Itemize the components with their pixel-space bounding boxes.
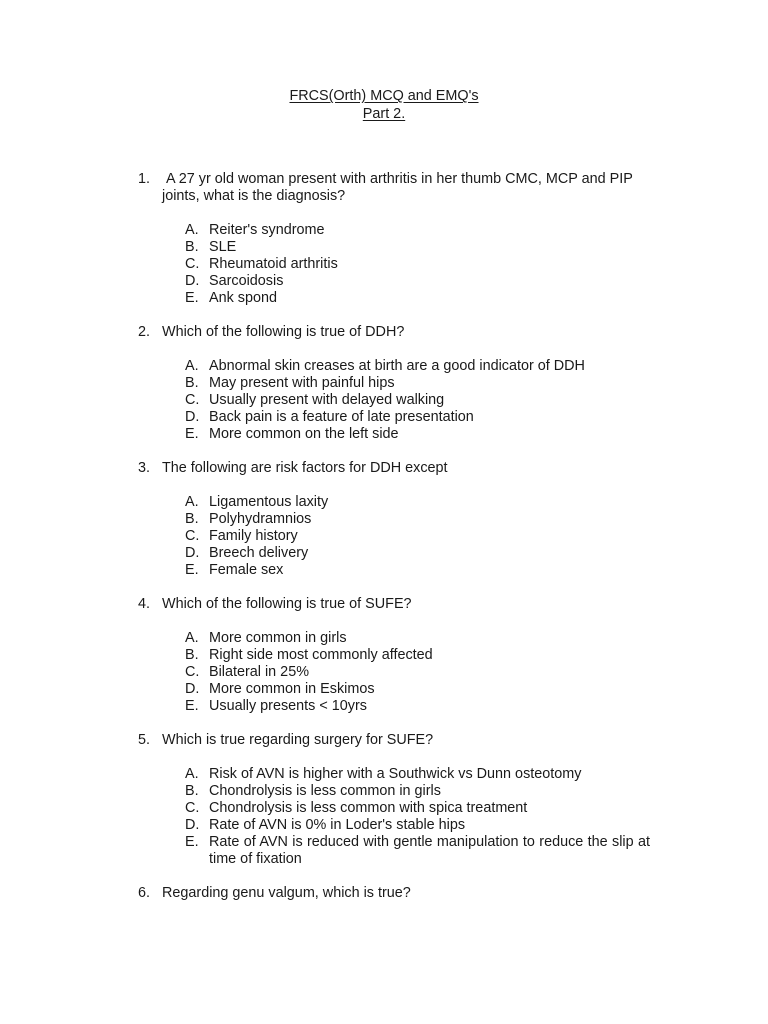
answer-option xyxy=(185,239,650,256)
option-text: SLE xyxy=(209,239,237,255)
option-letter: D. xyxy=(185,409,200,425)
option-letter: E. xyxy=(185,834,199,850)
question-3 xyxy=(138,460,650,579)
option-letter: B. xyxy=(185,783,199,799)
option-text: More common on the left side xyxy=(209,426,399,442)
option-letter: D. xyxy=(185,817,200,833)
option-letter: E. xyxy=(185,290,199,306)
question-number: 2. xyxy=(138,324,151,340)
option-text: Rate of AVN is 0% in Loder's stable hips xyxy=(209,817,466,833)
question-2 xyxy=(138,324,650,443)
option-letter: E. xyxy=(185,426,199,442)
question-4 xyxy=(138,596,650,715)
option-text: Bilateral in 25% xyxy=(209,664,309,680)
question-1 xyxy=(138,171,650,307)
question-number: 3. xyxy=(138,460,151,476)
page-subtitle: Part 2. xyxy=(362,106,406,122)
option-letter: A. xyxy=(185,222,199,238)
option-list xyxy=(185,358,650,443)
answer-option xyxy=(185,375,650,392)
option-text: Reiter's syndrome xyxy=(209,222,325,238)
answer-option xyxy=(185,698,650,715)
answer-option xyxy=(185,647,650,664)
answer-option xyxy=(185,817,650,834)
question-list xyxy=(138,171,650,919)
answer-option xyxy=(185,800,650,817)
answer-option xyxy=(185,681,650,698)
option-letter: B. xyxy=(185,239,199,255)
question-row xyxy=(138,324,650,341)
answer-option xyxy=(185,630,650,647)
option-list xyxy=(185,494,650,579)
option-list xyxy=(185,630,650,715)
answer-option xyxy=(185,358,650,375)
answer-option xyxy=(185,256,650,273)
option-letter: B. xyxy=(185,375,199,391)
option-text: Abnormal skin creases at birth are a good indicator of DDH xyxy=(209,358,585,374)
option-letter: D. xyxy=(185,545,200,561)
question-text: Which is true regarding surgery for SUFE? xyxy=(162,732,434,748)
option-text: Female sex xyxy=(209,562,284,578)
option-text: Rheumatoid arthritis xyxy=(209,256,338,272)
question-text: The following are risk factors for DDH except xyxy=(162,460,448,476)
option-letter: C. xyxy=(185,392,200,408)
option-letter: A. xyxy=(185,630,199,646)
answer-option xyxy=(185,222,650,239)
question-text: A 27 yr old woman present with arthritis in her thumb CMC, MCP and PIP joints, what is the diagnosis? xyxy=(162,171,637,204)
option-letter: D. xyxy=(185,273,200,289)
answer-option xyxy=(185,783,650,800)
option-text: Back pain is a feature of late presentation xyxy=(209,409,474,425)
option-text: Breech delivery xyxy=(209,545,309,561)
answer-option xyxy=(185,273,650,290)
answer-option xyxy=(185,766,650,783)
option-letter: C. xyxy=(185,528,200,544)
option-text: Usually presents < 10yrs xyxy=(209,698,367,714)
option-text: More common in girls xyxy=(209,630,347,646)
question-6 xyxy=(138,885,650,902)
question-number: 1. xyxy=(138,171,151,187)
option-letter: C. xyxy=(185,664,200,680)
answer-option xyxy=(185,409,650,426)
option-list xyxy=(185,766,650,868)
question-text: Which of the following is true of DDH? xyxy=(162,324,405,340)
option-text: Ank spond xyxy=(209,290,278,306)
answer-option xyxy=(185,494,650,511)
question-row xyxy=(138,596,650,613)
answer-option xyxy=(185,664,650,681)
question-5 xyxy=(138,732,650,868)
option-letter: E. xyxy=(185,698,199,714)
question-number: 6. xyxy=(138,885,151,901)
option-letter: C. xyxy=(185,800,200,816)
option-letter: A. xyxy=(185,766,199,782)
option-text: Sarcoidosis xyxy=(209,273,284,289)
question-row xyxy=(138,171,650,205)
question-text: Which of the following is true of SUFE? xyxy=(162,596,412,612)
option-letter: D. xyxy=(185,681,200,697)
option-text: Usually present with delayed walking xyxy=(209,392,445,408)
answer-option xyxy=(185,426,650,443)
option-text: Polyhydramnios xyxy=(209,511,312,527)
question-number: 5. xyxy=(138,732,151,748)
option-text: May present with painful hips xyxy=(209,375,395,391)
option-letter: A. xyxy=(185,494,199,510)
question-number: 4. xyxy=(138,596,151,612)
question-text: Regarding genu valgum, which is true? xyxy=(162,885,411,901)
option-letter: B. xyxy=(185,647,199,663)
option-text: Risk of AVN is higher with a Southwick vs Dunn osteotomy xyxy=(209,766,582,782)
option-letter: B. xyxy=(185,511,199,527)
option-letter: A. xyxy=(185,358,199,374)
answer-option xyxy=(185,392,650,409)
option-text: Ligamentous laxity xyxy=(209,494,329,510)
option-text: Chondrolysis is less common with spica treatment xyxy=(209,800,528,816)
option-text: Rate of AVN is reduced with gentle manipulation to reduce the slip at time of fixation xyxy=(209,834,650,867)
option-text: Chondrolysis is less common in girls xyxy=(209,783,441,799)
option-list xyxy=(185,222,650,307)
page-title: FRCS(Orth) MCQ and EMQ's xyxy=(289,88,479,104)
answer-option xyxy=(185,545,650,562)
option-text: Family history xyxy=(209,528,298,544)
option-letter: E. xyxy=(185,562,199,578)
answer-option xyxy=(185,834,650,868)
option-letter: C. xyxy=(185,256,200,272)
question-row xyxy=(138,885,650,902)
answer-option xyxy=(185,290,650,307)
option-text: Right side most commonly affected xyxy=(209,647,433,663)
option-text: More common in Eskimos xyxy=(209,681,375,697)
answer-option xyxy=(185,528,650,545)
answer-option xyxy=(185,511,650,528)
question-row xyxy=(138,460,650,477)
title-block xyxy=(0,87,768,123)
question-row xyxy=(138,732,650,749)
answer-option xyxy=(185,562,650,579)
